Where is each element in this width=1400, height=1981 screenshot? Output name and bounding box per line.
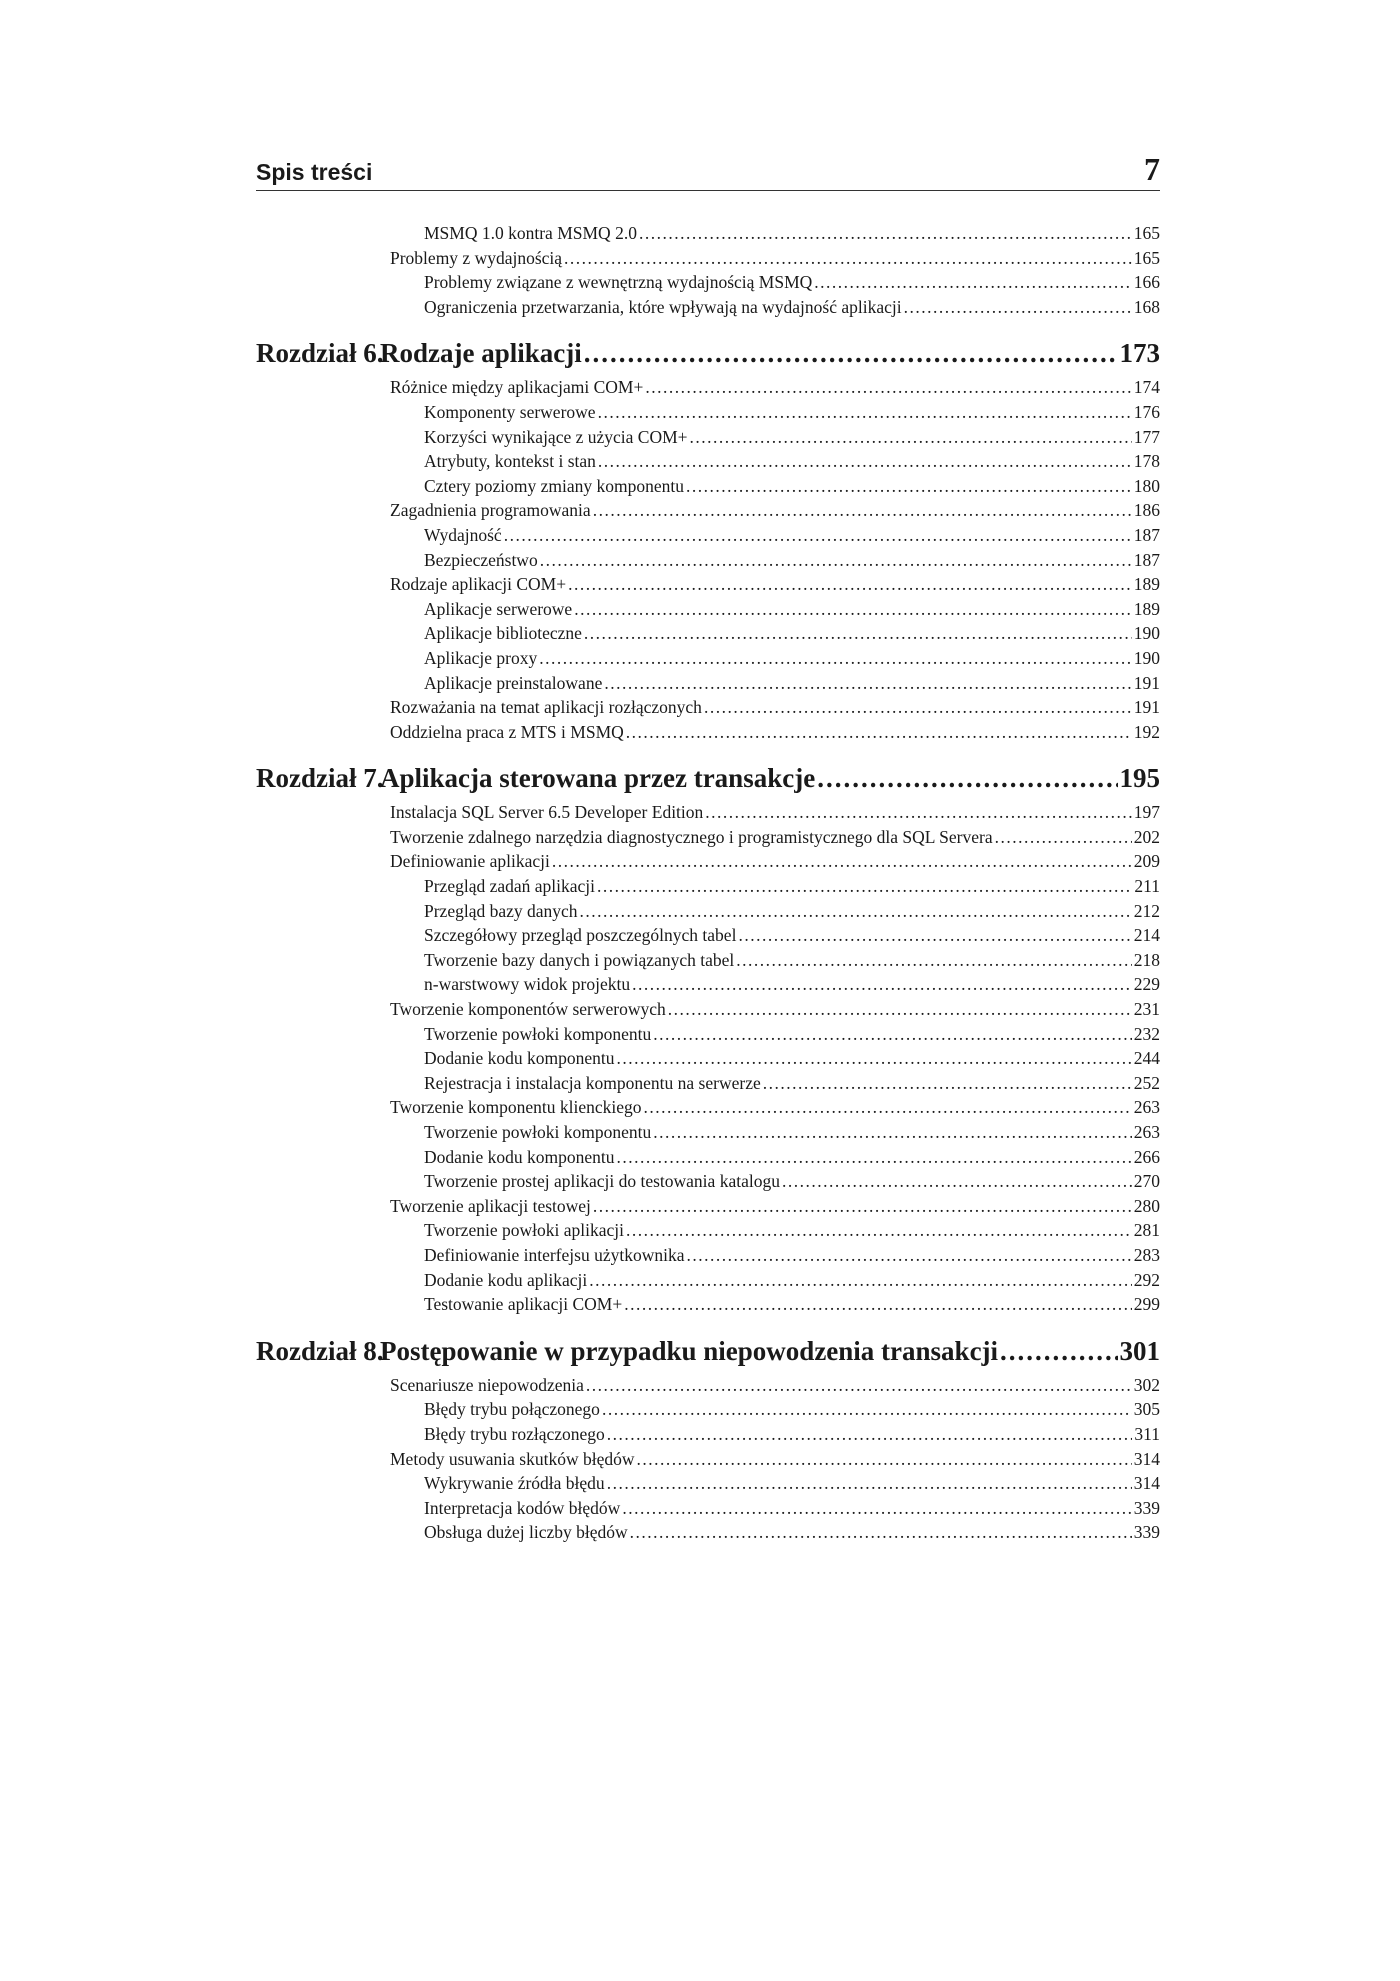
dot-leader [1000, 1333, 1117, 1369]
dot-leader [626, 720, 1132, 745]
toc-entry-label: Wydajność [424, 524, 502, 545]
toc-entry-label: Błędy trybu połączonego [424, 1399, 600, 1420]
toc-entry-label: Tworzenie bazy danych i powiązanych tabel [424, 949, 735, 970]
toc-section-entry [256, 498, 1160, 523]
toc-entry-label: Scenariusze niepowodzenia [390, 1374, 584, 1395]
toc-page-number: 192 [1133, 721, 1160, 742]
chapter-title: Postępowanie w przypadku niepowodzenia transakcji [380, 1335, 999, 1366]
toc-page-number: 195 [1119, 763, 1160, 794]
toc-page-number: 280 [1133, 1195, 1160, 1216]
toc-entry-label: Bezpieczeństwo [424, 549, 538, 570]
toc-section-entry [256, 695, 1160, 720]
toc-section-entry [256, 1447, 1160, 1472]
dot-leader [686, 1243, 1131, 1268]
toc-page-number: 339 [1133, 1497, 1160, 1518]
dot-leader [814, 270, 1131, 295]
toc-subsection-entry [256, 899, 1160, 924]
toc-page-number: 166 [1133, 272, 1160, 293]
dot-leader [552, 849, 1132, 874]
toc-entry-label: Wykrywanie źródła błędu [424, 1473, 605, 1494]
toc-page-number: 232 [1133, 1023, 1160, 1044]
toc-subsection-entry [256, 1218, 1160, 1243]
toc-page-number: 218 [1133, 949, 1160, 970]
toc-entry-label: Tworzenie komponentów serwerowych [390, 999, 666, 1020]
toc-entry-label: Problemy związane z wewnętrzną wydajnością MSMQ [424, 272, 813, 293]
toc-subsection-entry [256, 425, 1160, 450]
toc-page-number: 212 [1133, 900, 1160, 921]
toc-page-number: 305 [1133, 1399, 1160, 1420]
toc-entry-label: Przegląd zadań aplikacji [424, 876, 596, 897]
dot-leader [574, 597, 1132, 622]
chapter-number: Rozdział 8. [256, 1335, 384, 1366]
toc-entry-label: Problemy z wydajnością [390, 247, 563, 268]
toc-page-number: 339 [1133, 1522, 1160, 1543]
dot-leader [622, 1496, 1131, 1521]
toc-page-number: 209 [1133, 851, 1160, 872]
dot-leader [686, 474, 1132, 499]
dot-leader [704, 695, 1132, 720]
toc-page-number: 311 [1134, 1423, 1160, 1444]
toc-subsection-entry [256, 646, 1160, 671]
toc-entry-label: Obsługa dużej liczby błędów [424, 1522, 628, 1543]
toc-section-entry [256, 1373, 1160, 1398]
toc-page-number: 186 [1133, 500, 1160, 521]
toc-entry-label: Aplikacje preinstalowane [424, 672, 603, 693]
dot-leader [632, 972, 1132, 997]
toc-entry-label: Aplikacje biblioteczne [424, 623, 582, 644]
toc-subsection-entry [256, 1268, 1160, 1293]
toc-entry-label: Tworzenie prostej aplikacji do testowania katalogu [424, 1171, 780, 1192]
toc-entry-label: Przegląd bazy danych [424, 900, 578, 921]
toc-page-number: 190 [1133, 647, 1160, 668]
dot-leader [568, 572, 1132, 597]
chapter-number: Rozdział 6. [256, 338, 384, 369]
toc-entry-label: Ograniczenia przetwarzania, które wpływają na wydajność aplikacji [424, 296, 902, 317]
toc-subsection-entry [256, 923, 1160, 948]
toc-subsection-entry [256, 621, 1160, 646]
toc-entry-label: Dodanie kodu komponentu [424, 1048, 615, 1069]
toc-subsection-entry [256, 1022, 1160, 1047]
toc-page-number: 202 [1133, 826, 1160, 847]
toc-page-number: 191 [1133, 672, 1160, 693]
chapter-title: Rodzaje aplikacji [380, 338, 582, 369]
dot-leader [637, 1447, 1132, 1472]
toc-subsection-entry [256, 295, 1160, 320]
toc-entry-label: Tworzenie powłoki komponentu [424, 1023, 652, 1044]
dot-leader [690, 425, 1132, 450]
toc-page-number: 292 [1133, 1269, 1160, 1290]
dot-leader [607, 1471, 1132, 1496]
toc-page-number: 189 [1133, 574, 1160, 595]
toc-subsection-entry [256, 597, 1160, 622]
toc-section-entry [256, 720, 1160, 745]
dot-leader [598, 400, 1132, 425]
toc-subsection-entry [256, 449, 1160, 474]
chapter-title: Aplikacja sterowana przez transakcje [380, 763, 816, 794]
dot-leader [617, 1046, 1132, 1071]
toc-subsection-entry [256, 671, 1160, 696]
toc-entry-label: Atrybuty, kontekst i stan [424, 451, 596, 472]
dot-leader [589, 1268, 1131, 1293]
toc-section-entry [256, 246, 1160, 271]
dot-leader [705, 800, 1131, 825]
toc-section-entry [256, 572, 1160, 597]
toc-entry-label: Rozważania na temat aplikacji rozłączonych [390, 697, 702, 718]
chapter-number: Rozdział 7. [256, 763, 384, 794]
dot-leader [643, 1095, 1131, 1120]
toc-page-number: 302 [1133, 1374, 1160, 1395]
toc-page-number: 229 [1133, 974, 1160, 995]
toc-entry-label: Testowanie aplikacji COM+ [424, 1294, 623, 1315]
toc-page-number: 177 [1133, 426, 1160, 447]
toc-entry-label: n-warstwowy widok projektu [424, 974, 631, 995]
dot-leader [564, 246, 1132, 271]
toc-entry-label: Tworzenie powłoki aplikacji [424, 1220, 624, 1241]
toc-page-number: 165 [1133, 223, 1160, 243]
dot-leader [668, 997, 1132, 1022]
toc-page-number: 231 [1133, 999, 1160, 1020]
dot-leader [653, 1022, 1132, 1047]
dot-leader [602, 1397, 1132, 1422]
toc-subsection-entry [256, 1397, 1160, 1422]
dot-leader [626, 1218, 1132, 1243]
toc-page-number: 263 [1133, 1122, 1160, 1142]
toc-subsection-entry [256, 972, 1160, 997]
dot-leader [995, 825, 1132, 850]
dot-leader [593, 1194, 1132, 1219]
toc-entry-label: Definiowanie aplikacji [390, 851, 550, 872]
toc-chapter-entry [256, 335, 1160, 371]
dot-leader [598, 449, 1132, 474]
dot-leader [584, 335, 1118, 371]
dot-leader [763, 1071, 1132, 1096]
toc-section-entry [256, 800, 1160, 825]
dot-leader [584, 621, 1132, 646]
toc-page-number: 281 [1133, 1220, 1160, 1241]
toc-subsection-entry [256, 1292, 1160, 1317]
page-number: 7 [1144, 151, 1160, 187]
toc-page-number: 301 [1119, 1335, 1160, 1366]
toc-page-number: 190 [1133, 623, 1160, 644]
dot-leader [736, 948, 1132, 973]
toc-subsection-entry [256, 1422, 1160, 1447]
running-header [256, 150, 1160, 191]
dot-leader [782, 1169, 1132, 1194]
toc-section-entry [256, 1194, 1160, 1219]
dot-leader [738, 923, 1131, 948]
toc-subsection-entry [256, 1046, 1160, 1071]
toc-entry-label [256, 760, 815, 796]
toc-entry-label: Interpretacja kodów błędów [424, 1497, 621, 1518]
dot-leader [604, 671, 1131, 696]
toc-page-number: 283 [1133, 1244, 1160, 1265]
toc-entry-label: Oddzielna praca z MTS i MSMQ [390, 721, 624, 742]
toc-page-number: 197 [1133, 802, 1160, 823]
toc-subsection-entry [256, 523, 1160, 548]
toc-section-entry [256, 1095, 1160, 1120]
toc-entry-label: Tworzenie zdalnego narzędzia diagnostycznego i programistycznego dla SQL Servera [390, 826, 993, 847]
toc-subsection-entry [256, 874, 1160, 899]
dot-leader [630, 1520, 1132, 1545]
toc-page-number: 299 [1133, 1294, 1160, 1315]
dot-leader [639, 221, 1132, 246]
dot-leader [617, 1145, 1132, 1170]
toc-entry-label: Tworzenie aplikacji testowej [390, 1195, 591, 1216]
toc-entry-label: Tworzenie komponentu klienckiego [390, 1097, 642, 1118]
toc-page-number: 174 [1133, 377, 1160, 398]
dot-leader [539, 646, 1132, 671]
dot-leader [580, 899, 1132, 924]
toc-entry-label [256, 1333, 998, 1369]
toc-entry-label: Różnice między aplikacjami COM+ [390, 377, 644, 398]
toc-page-number: 244 [1133, 1048, 1160, 1069]
toc-page-number: 165 [1133, 247, 1160, 268]
dot-leader [586, 1373, 1132, 1398]
toc-subsection-entry [256, 1243, 1160, 1268]
toc-entry-label: MSMQ 1.0 kontra MSMQ 2.0 [424, 223, 637, 243]
toc-subsection-entry [256, 1520, 1160, 1545]
toc-subsection-entry [256, 474, 1160, 499]
toc-subsection-entry [256, 1071, 1160, 1096]
toc-page-number: 180 [1133, 475, 1160, 496]
toc-page-number: 173 [1119, 338, 1160, 369]
toc-page-number: 176 [1133, 401, 1160, 422]
toc-subsection-entry [256, 1471, 1160, 1496]
toc-entry-label: Definiowanie interfejsu użytkownika [424, 1244, 685, 1265]
toc-page-number: 178 [1133, 451, 1160, 472]
toc-page-number: 214 [1133, 925, 1160, 946]
dot-leader [653, 1120, 1132, 1145]
toc-entry-label: Rodzaje aplikacji COM+ [390, 574, 567, 595]
dot-leader [607, 1422, 1133, 1447]
toc-subsection-entry [256, 1169, 1160, 1194]
toc-page-number: 168 [1133, 296, 1160, 317]
dot-leader [504, 523, 1132, 548]
dot-leader [624, 1292, 1132, 1317]
toc-page-number: 270 [1133, 1171, 1160, 1192]
toc-page-number: 314 [1133, 1473, 1160, 1494]
toc-section-entry [256, 825, 1160, 850]
dot-leader [817, 760, 1117, 796]
toc-page-number: 187 [1133, 549, 1160, 570]
toc-section-entry [256, 375, 1160, 400]
dot-leader [645, 375, 1131, 400]
toc-entry-label: Komponenty serwerowe [424, 401, 596, 422]
toc-entry-label: Szczegółowy przegląd poszczególnych tabel [424, 925, 737, 946]
toc-entry-label: Instalacja SQL Server 6.5 Developer Edition [390, 802, 704, 823]
toc-section-entry [256, 849, 1160, 874]
dot-leader [540, 548, 1132, 573]
toc-subsection-entry [256, 270, 1160, 295]
toc-entry-label: Dodanie kodu komponentu [424, 1146, 615, 1167]
toc-entry-label: Rejestracja i instalacja komponentu na serwerze [424, 1072, 761, 1093]
toc-page-number: 211 [1134, 876, 1160, 897]
toc-entry-label: Zagadnienia programowania [390, 500, 591, 521]
toc-subsection-entry [256, 1496, 1160, 1521]
toc-page-number: 189 [1133, 598, 1160, 619]
toc-page-number: 314 [1133, 1448, 1160, 1469]
dot-leader [593, 498, 1132, 523]
toc-subsection-entry [256, 400, 1160, 425]
toc-page-number: 187 [1133, 524, 1160, 545]
table-of-contents [256, 221, 1160, 1545]
toc-subsection-entry [256, 1120, 1160, 1145]
toc-page-number: 252 [1133, 1072, 1160, 1093]
toc-entry-label [256, 335, 582, 371]
toc-entry-label: Tworzenie powłoki komponentu [424, 1122, 652, 1142]
toc-chapter-entry [256, 1333, 1160, 1369]
dot-leader [904, 295, 1132, 320]
toc-entry-label: Dodanie kodu aplikacji [424, 1269, 588, 1290]
toc-subsection-entry [256, 948, 1160, 973]
header-title: Spis treści [256, 159, 373, 185]
toc-entry-label: Metody usuwania skutków błędów [390, 1448, 635, 1469]
toc-entry-label: Błędy trybu rozłączonego [424, 1423, 605, 1444]
toc-entry-label: Aplikacje proxy [424, 647, 538, 668]
toc-page-number: 191 [1133, 697, 1160, 718]
toc-section-entry [256, 997, 1160, 1022]
toc-entry-label: Aplikacje serwerowe [424, 598, 573, 619]
toc-subsection-entry [256, 548, 1160, 573]
toc-page-number: 266 [1133, 1146, 1160, 1167]
toc-subsection-entry [256, 221, 1160, 246]
toc-page-number: 263 [1133, 1097, 1160, 1118]
toc-subsection-entry [256, 1145, 1160, 1170]
toc-entry-label: Cztery poziomy zmiany komponentu [424, 475, 685, 496]
toc-chapter-entry [256, 760, 1160, 796]
toc-entry-label: Korzyści wynikające z użycia COM+ [424, 426, 688, 447]
dot-leader [597, 874, 1132, 899]
